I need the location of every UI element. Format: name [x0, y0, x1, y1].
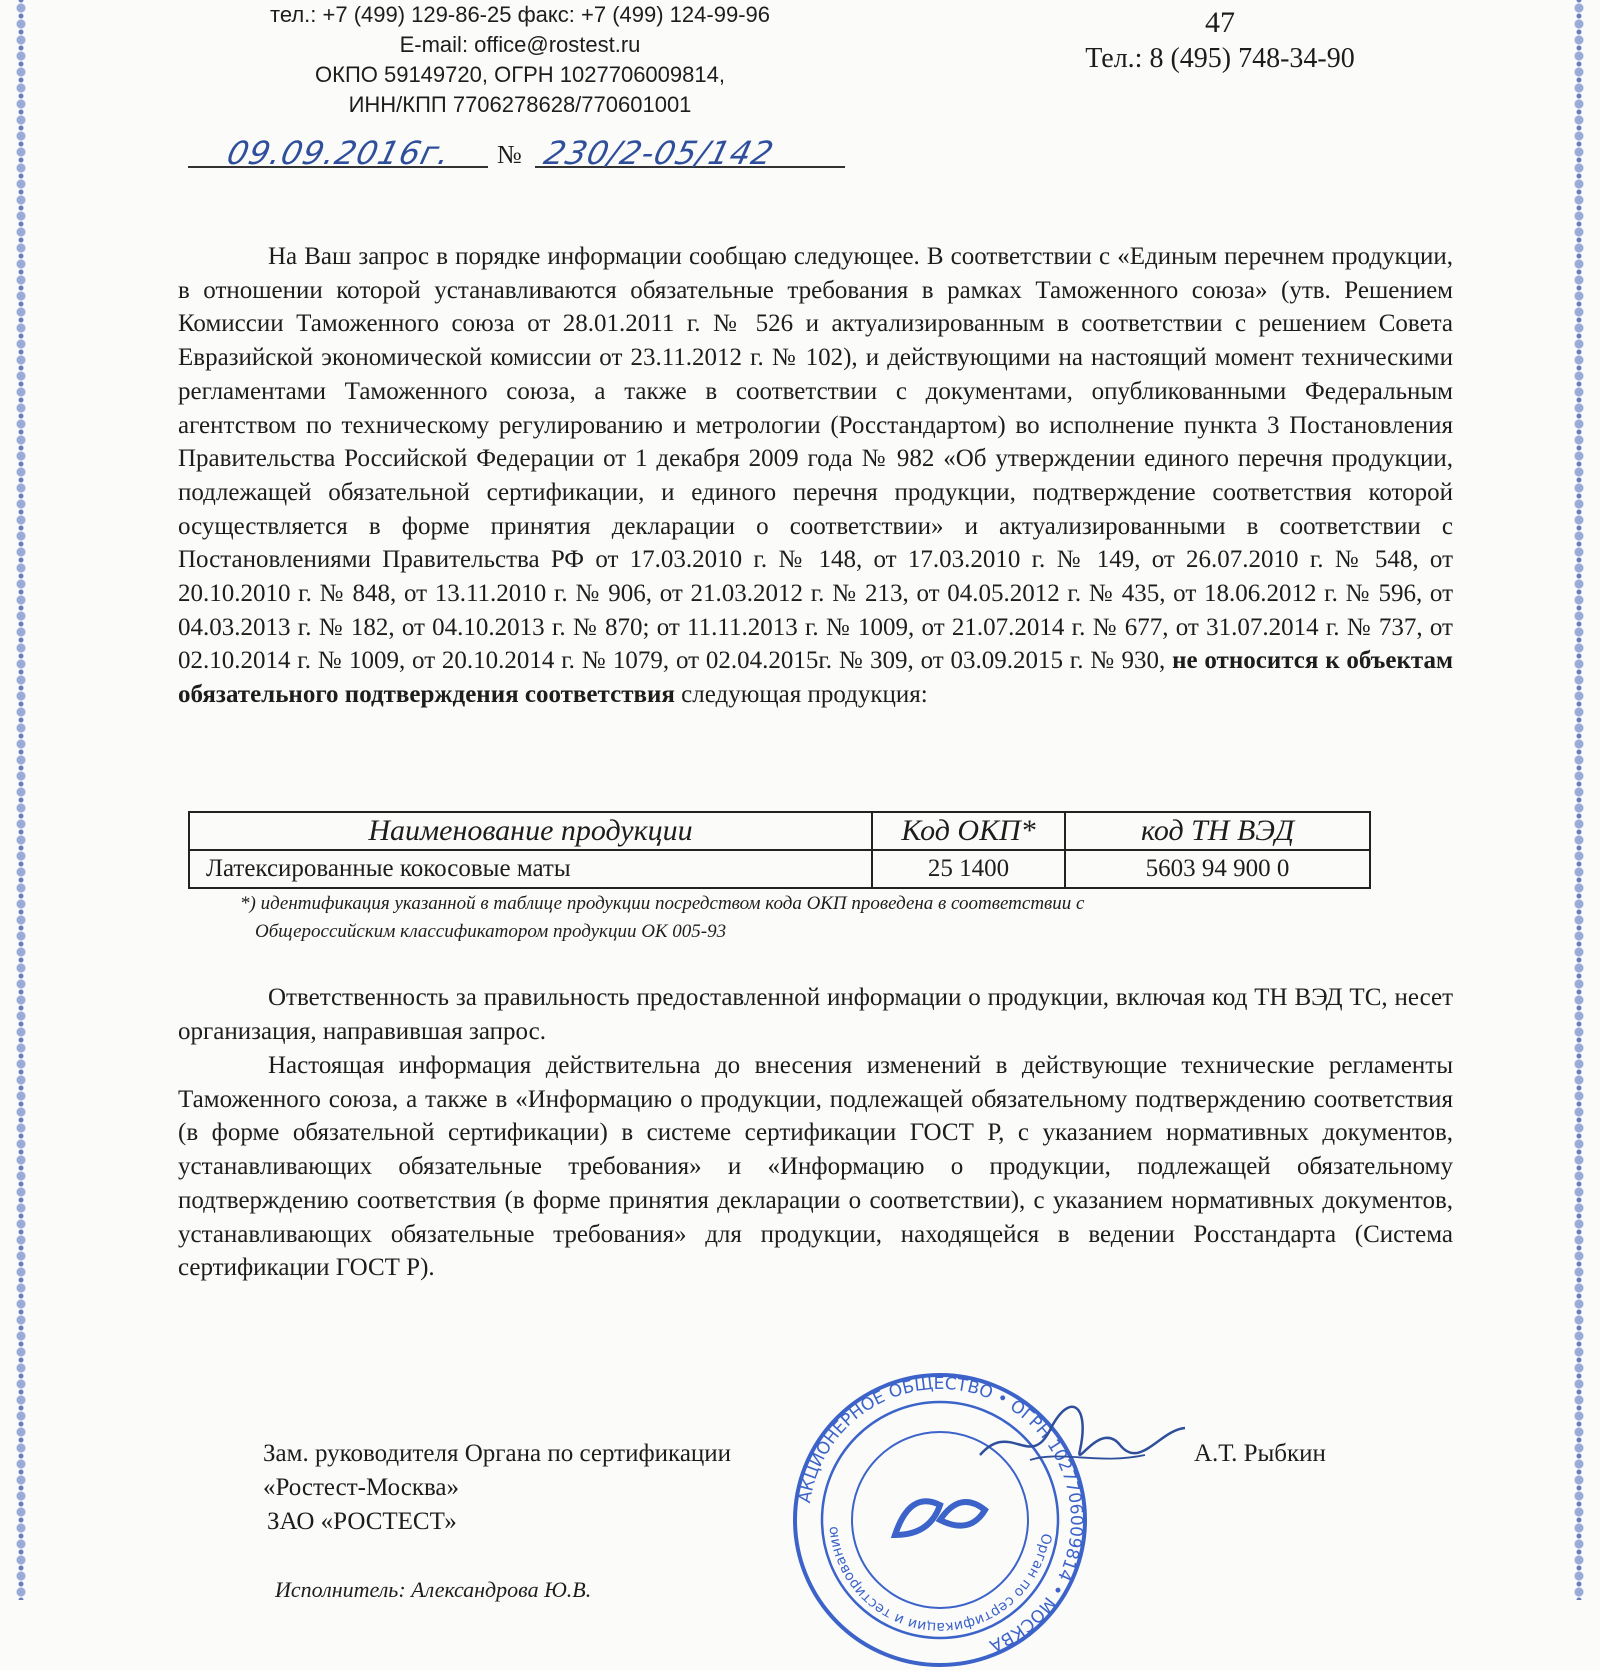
responsibility-paragraph: Ответственность за правильность предоставленной информации о продукции, включая код ТН ВЭД ТС, несет организация, направившая запрос.: [178, 984, 1453, 1045]
okpo-ogrn: ОКПО 59149720, ОГРН 1027706009814,: [315, 62, 725, 87]
header-okp-code: Код ОКП*: [872, 812, 1065, 850]
paragraph1-text: На Ваш запрос в порядке информации сообщаю следующее. В соответствии с «Единым перечнем продукции, в отношении которой устанавливаются обязательные требования в рамках Таможенного союза» (утв. Решением Комиссии Таможенного союза от 28.01.2011 г. № 526 и актуализированным в соответствии с решением Совета Евразийской экономической комиссии от 23.11.2012 г. № 102), и действующими на настоящий момент техническими регламентами Таможенного союза, а также в соответствии с документами, опубликованными Федеральным агентством по техническому регулированию и метрологии (Росстандартом) во исполнение пункта 3 Постановления Правительства Российской Федерации от 1 декабря 2009 года № 982 «Об утверждении единого перечня продукции, подлежащей обязательной сертификации, и единого перечня продукции, подтверждение соответствия которой осуществляется в форме принятия декларации о соответствии» и актуализированными в соответствии с Постановлениями Правительства РФ от 17.03.2010 г. № 148, от 17.03.2010 г. № 149, от 26.07.2010 г. № 548, от 20.10.2010 г. № 848, от 13.11.2010 г. № 906, от 21.03.2012 г. № 213, от 04.05.2012 г. № 435, от 18.06.2012 г. № 596, от 04.03.2013 г. № 182, от 04.10.2013 г. № 870; от 11.11.2013 г. № 1009, от 21.07.2014 г. № 677, от 31.07.2014 г. № 737, от 02.10.2014 г. № 1009, от 20.10.2014 г. № 1079, от 02.04.2015г. № 309, от 03.09.2015 г. № 930,: [178, 243, 1453, 675]
signatory-org2: ЗАО «РОСТЕСТ»: [267, 1508, 457, 1535]
validity-paragraph: Настоящая информация действительна до внесения изменений в действующие технические регламенты Таможенного союза, а также в «Информацию о продукции, подлежащей обязательному подтверждению соответствия (в форме обязательной сертификации) в системе сертификации ГОСТ Р, с указанием нормативных документов, устанавливающих обязательные требования» и «Информацию о продукции, подлежащей обязательному подтверждению соответствия (в форме принятия декларации о соответствии), с указанием нормативных документов, устанавливающих обязательные требования» для продукции, находящейся в ведении Росстандарта (Система сертификации ГОСТ Р).: [178, 1052, 1453, 1282]
email: E-mail: office@rostest.ru: [399, 32, 641, 57]
paragraph1-bold: не относится к объектам обязательного подтверждения соответствия: [178, 647, 1453, 709]
signatory-position: Зам. руководителя Органа по сертификации: [263, 1440, 732, 1467]
handwritten-date: 09.09.2016г.: [223, 134, 455, 172]
footnote-line2: Общероссийским классификатором продукции ОК 005-93: [255, 921, 727, 942]
executor-name: Исполнитель: Александрова Ю.В.: [275, 1577, 592, 1602]
decorative-border-left: [8, 0, 34, 1600]
table-footnote: [240, 890, 1355, 946]
product-table: [188, 811, 1371, 889]
header-product-name: Наименование продукции: [189, 812, 872, 850]
table-row: [189, 850, 1370, 888]
main-paragraph: [178, 240, 1453, 712]
handwritten-signature: [970, 1400, 1190, 1480]
paragraph1-tail: следующая продукция:: [681, 681, 928, 709]
cell-okp-code: 25 1400: [872, 850, 1065, 888]
signatory-block: [263, 1437, 731, 1539]
handwritten-number: 230/2-05/142: [540, 134, 779, 172]
header-tnved-code: код ТН ВЭД: [1065, 812, 1370, 850]
stamp-outer-text: АКЦИОНЕРНОЕ ОБЩЕСТВО • ОГРН 1027706009814 • МОСКВА: [795, 1373, 1087, 1656]
inn-kpp: ИНН/КПП 7706278628/770601001: [348, 92, 692, 117]
signatory-org1: «Ростест-Москва»: [263, 1474, 460, 1501]
recipient-phone: Тел.: 8 (495) 748-34-90: [1085, 43, 1355, 74]
cell-product-name: Латексированные кокосовые маты: [189, 850, 872, 888]
stamp-inner-text: Орган по сертификации и тестированию: [825, 1525, 1055, 1636]
decorative-border-right: [1566, 0, 1592, 1600]
recipient-number: 47: [1205, 6, 1235, 39]
signatory-name: А.Т. Рыбкин: [1194, 1440, 1326, 1467]
table-header-row: [189, 812, 1370, 850]
cell-tnved-code: 5603 94 900 0: [1065, 850, 1370, 888]
footnote-line1: *) идентификация указанной в таблице продукции посредством кода ОКП проведена в соответствии с: [240, 893, 1085, 914]
letterhead-left: [210, 0, 830, 120]
stamp-logo: [895, 1501, 985, 1535]
number-sign: №: [497, 140, 522, 169]
phone-fax: тел.: +7 (499) 129-86-25 факс: +7 (499) 124-99-96: [270, 2, 770, 27]
